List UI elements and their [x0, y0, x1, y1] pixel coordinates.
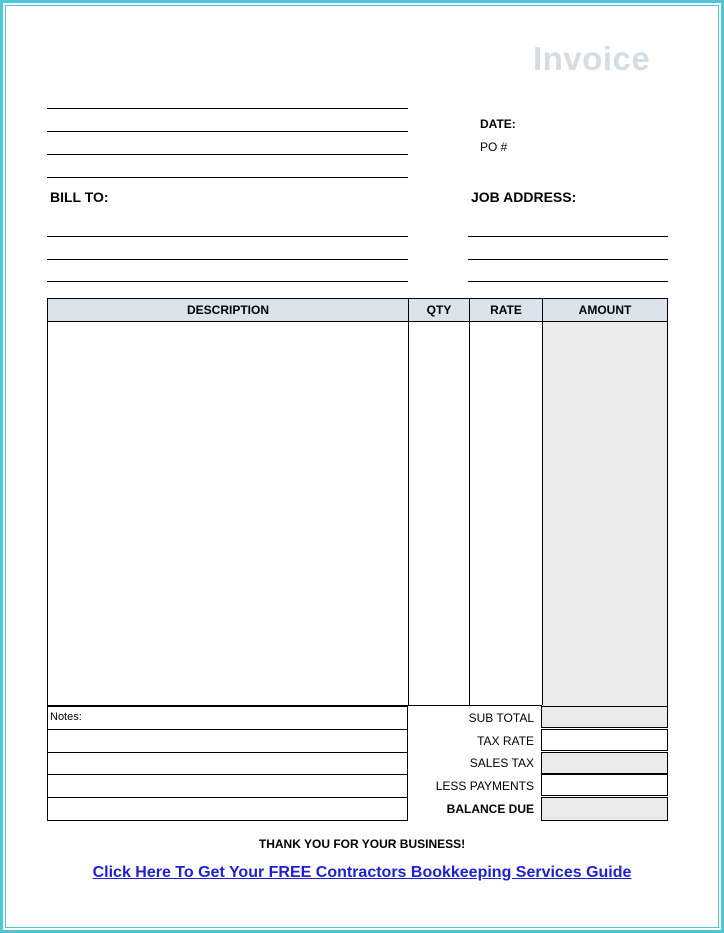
- sub-total-value[interactable]: [541, 706, 668, 728]
- sub-total-label: SUB TOTAL: [468, 711, 534, 725]
- divider-amount: [542, 299, 543, 705]
- bookkeeping-guide-link[interactable]: Click Here To Get Your FREE Contractors Bookkeeping Services Guide: [92, 864, 632, 881]
- notes-box: [47, 706, 408, 821]
- notes-line-3[interactable]: [47, 774, 408, 775]
- description-cell[interactable]: [48, 322, 408, 705]
- job-address-line-1[interactable]: [468, 236, 668, 237]
- tax-rate-value[interactable]: [541, 729, 668, 751]
- less-payments-label: LESS PAYMENTS: [435, 779, 534, 793]
- column-qty: QTY: [426, 303, 452, 317]
- line-items-table: [47, 298, 668, 706]
- notes-line-1[interactable]: [47, 729, 408, 730]
- bill-to-line-2[interactable]: [47, 259, 408, 260]
- bill-to-label: BILL TO:: [50, 189, 109, 205]
- notes-line-4[interactable]: [47, 797, 408, 798]
- po-label: PO #: [480, 140, 508, 154]
- job-address-label: JOB ADDRESS:: [471, 189, 577, 205]
- company-line-3[interactable]: [47, 154, 408, 155]
- job-address-line-3[interactable]: [468, 281, 668, 282]
- column-rate: RATE: [490, 303, 522, 317]
- less-payments-value[interactable]: [541, 774, 668, 796]
- tax-rate-label: TAX RATE: [477, 734, 534, 748]
- balance-due-label: BALANCE DUE: [446, 802, 534, 816]
- invoice-title: Invoice: [533, 40, 651, 77]
- column-description: DESCRIPTION: [186, 303, 269, 317]
- bill-to-line-1[interactable]: [47, 236, 408, 237]
- notes-line-2[interactable]: [47, 752, 408, 753]
- column-amount: AMOUNT: [578, 303, 632, 317]
- date-label: DATE:: [480, 117, 516, 131]
- thank-you-text: THANK YOU FOR YOUR BUSINESS!: [258, 837, 466, 851]
- balance-due-value[interactable]: [541, 797, 668, 821]
- company-line-4[interactable]: [47, 177, 408, 178]
- amount-column-fill[interactable]: [542, 322, 667, 706]
- company-line-2[interactable]: [47, 131, 408, 132]
- job-address-line-2[interactable]: [468, 259, 668, 260]
- rate-cell[interactable]: [470, 322, 542, 705]
- totals-section: [47, 706, 668, 821]
- bill-to-line-3[interactable]: [47, 281, 408, 282]
- qty-cell[interactable]: [409, 322, 469, 705]
- sales-tax-label: SALES TAX: [469, 756, 534, 770]
- company-line-1[interactable]: [47, 108, 408, 109]
- notes-label: Notes:: [50, 711, 82, 723]
- sales-tax-value[interactable]: [541, 752, 668, 774]
